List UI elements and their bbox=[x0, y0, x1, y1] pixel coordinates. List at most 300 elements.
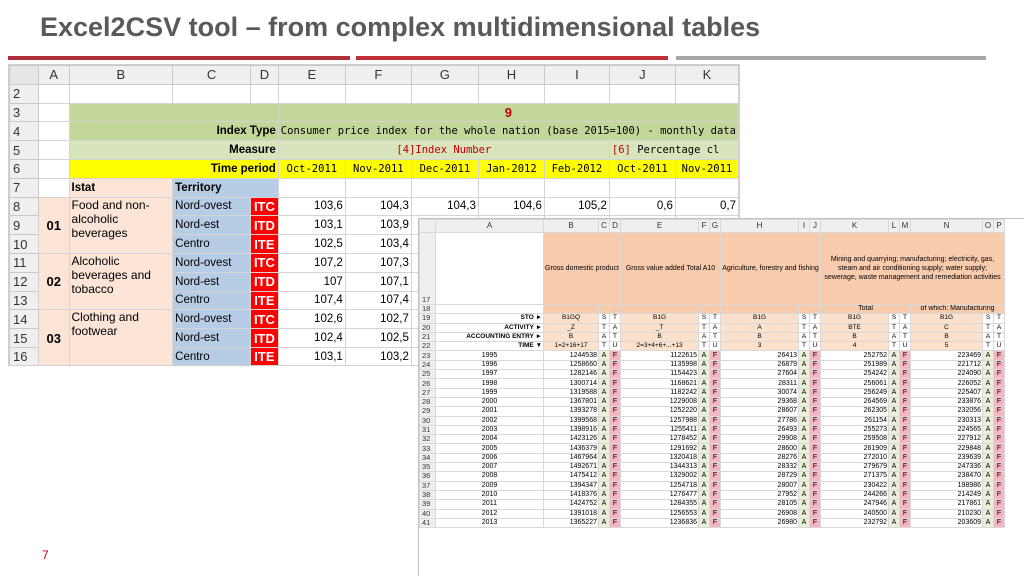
istat-code[interactable]: 02 bbox=[38, 253, 69, 309]
status-flag-header[interactable]: T bbox=[610, 314, 621, 323]
cell[interactable] bbox=[69, 84, 173, 103]
value-cell[interactable]: 227912 bbox=[911, 435, 983, 444]
value-cell[interactable]: 26980 bbox=[721, 518, 799, 527]
flag-a-cell[interactable]: A bbox=[983, 463, 994, 472]
flag-a-cell[interactable]: A bbox=[599, 416, 610, 425]
row-header[interactable]: 28 bbox=[420, 397, 436, 406]
flag-f-cell[interactable]: F bbox=[810, 444, 821, 453]
row-header[interactable]: 33 bbox=[420, 444, 436, 453]
status-flag-header[interactable]: T bbox=[610, 332, 621, 341]
status-flag-header[interactable]: T bbox=[699, 323, 710, 332]
cell[interactable] bbox=[436, 233, 544, 305]
flag-a-cell[interactable]: A bbox=[599, 351, 610, 360]
flag-a-cell[interactable]: A bbox=[983, 435, 994, 444]
flag-f-cell[interactable]: F bbox=[710, 490, 721, 499]
flag-f-cell[interactable]: F bbox=[610, 500, 621, 509]
dimension-code[interactable]: 5 bbox=[911, 342, 983, 351]
flag-f-cell[interactable]: F bbox=[994, 407, 1005, 416]
row-label[interactable]: TIME ▼ bbox=[436, 342, 544, 351]
flag-a-cell[interactable]: A bbox=[799, 435, 810, 444]
flag-a-cell[interactable]: A bbox=[889, 435, 900, 444]
flag-f-cell[interactable]: F bbox=[810, 370, 821, 379]
value-cell[interactable]: 107,3 bbox=[345, 253, 411, 272]
dimension-code[interactable]: B bbox=[621, 332, 699, 341]
flag-a-cell[interactable]: A bbox=[599, 472, 610, 481]
status-flag-header[interactable]: A bbox=[900, 323, 911, 332]
value-cell[interactable]: 107,1 bbox=[345, 272, 411, 291]
cell[interactable] bbox=[675, 84, 738, 103]
status-flag-header[interactable]: S bbox=[799, 314, 810, 323]
flag-f-cell[interactable]: F bbox=[710, 472, 721, 481]
flag-a-cell[interactable]: A bbox=[889, 500, 900, 509]
territory-code[interactable]: ITD bbox=[251, 329, 279, 348]
value-cell[interactable]: 1393278 bbox=[544, 407, 599, 416]
row-header[interactable]: 32 bbox=[420, 435, 436, 444]
flag-f-cell[interactable]: F bbox=[900, 425, 911, 434]
value-cell[interactable]: 102,4 bbox=[278, 329, 345, 348]
flag-f-cell[interactable]: F bbox=[900, 351, 911, 360]
row-header[interactable]: 2 bbox=[10, 84, 39, 103]
value-cell[interactable]: 28105 bbox=[721, 500, 799, 509]
flag-a-cell[interactable]: A bbox=[699, 379, 710, 388]
status-flag-header[interactable]: A bbox=[994, 323, 1005, 332]
flag-a-cell[interactable]: A bbox=[699, 425, 710, 434]
value-cell[interactable]: 1424752 bbox=[544, 500, 599, 509]
value-cell[interactable]: 244266 bbox=[821, 490, 889, 499]
flag-f-cell[interactable]: F bbox=[994, 370, 1005, 379]
flag-a-cell[interactable]: A bbox=[799, 407, 810, 416]
row-header[interactable]: 31 bbox=[420, 425, 436, 434]
flag-a-cell[interactable]: A bbox=[599, 360, 610, 369]
flag-a-cell[interactable]: A bbox=[889, 481, 900, 490]
flag-f-cell[interactable]: F bbox=[610, 416, 621, 425]
flag-a-cell[interactable]: A bbox=[799, 379, 810, 388]
value-cell[interactable]: 107,4 bbox=[278, 291, 345, 310]
column-header[interactable]: J bbox=[810, 220, 821, 233]
status-flag-header[interactable]: T bbox=[994, 332, 1005, 341]
flag-f-cell[interactable]: F bbox=[994, 453, 1005, 462]
status-flag-header[interactable]: T bbox=[710, 314, 721, 323]
value-cell[interactable]: 103,4 bbox=[345, 235, 411, 254]
value-cell[interactable]: 224090 bbox=[911, 370, 983, 379]
row-header[interactable]: 14 bbox=[10, 310, 39, 329]
value-cell[interactable]: 1276477 bbox=[621, 490, 699, 499]
flag-a-cell[interactable]: A bbox=[799, 463, 810, 472]
column-header[interactable]: L bbox=[889, 220, 900, 233]
flag-a-cell[interactable]: A bbox=[699, 407, 710, 416]
flag-f-cell[interactable]: F bbox=[710, 463, 721, 472]
row-header[interactable]: 26 bbox=[420, 379, 436, 388]
flag-a-cell[interactable]: A bbox=[599, 500, 610, 509]
value-cell[interactable]: 1257988 bbox=[621, 416, 699, 425]
column-header[interactable]: N bbox=[911, 220, 983, 233]
dimension-code[interactable]: B bbox=[911, 332, 983, 341]
flag-a-cell[interactable]: A bbox=[983, 379, 994, 388]
flag-a-cell[interactable]: A bbox=[799, 444, 810, 453]
value-cell[interactable]: 27786 bbox=[721, 416, 799, 425]
sheet-corner[interactable] bbox=[10, 66, 39, 85]
cell[interactable] bbox=[38, 178, 69, 197]
value-cell[interactable]: 1367801 bbox=[544, 397, 599, 406]
row-header[interactable]: 17 bbox=[420, 233, 436, 305]
value-cell[interactable]: 103,9 bbox=[345, 216, 411, 235]
flag-a-cell[interactable]: A bbox=[889, 360, 900, 369]
flag-a-cell[interactable]: A bbox=[699, 490, 710, 499]
flag-f-cell[interactable]: F bbox=[994, 518, 1005, 527]
row-header[interactable]: 37 bbox=[420, 481, 436, 490]
period-header[interactable]: Nov-2011 bbox=[345, 159, 411, 178]
istat-code[interactable]: 03 bbox=[38, 310, 69, 366]
value-cell[interactable]: 30074 bbox=[721, 388, 799, 397]
flag-a-cell[interactable]: A bbox=[983, 370, 994, 379]
flag-f-cell[interactable]: F bbox=[610, 351, 621, 360]
status-flag-header[interactable]: T bbox=[599, 342, 610, 351]
flag-f-cell[interactable]: F bbox=[900, 509, 911, 518]
value-cell[interactable]: 0,7 bbox=[675, 197, 738, 216]
row-header[interactable]: 24 bbox=[420, 360, 436, 369]
year-cell[interactable]: 2006 bbox=[436, 453, 544, 462]
value-cell[interactable]: 28729 bbox=[721, 472, 799, 481]
status-flag-header[interactable]: A bbox=[699, 332, 710, 341]
flag-a-cell[interactable]: A bbox=[983, 472, 994, 481]
flag-f-cell[interactable]: F bbox=[710, 407, 721, 416]
value-cell[interactable]: 1423126 bbox=[544, 435, 599, 444]
istat-code[interactable]: 01 bbox=[38, 197, 69, 253]
territory-name[interactable]: Nord-est bbox=[173, 329, 251, 348]
value-cell[interactable]: 1467964 bbox=[544, 453, 599, 462]
value-cell[interactable]: 1254718 bbox=[621, 481, 699, 490]
column-header[interactable]: E bbox=[278, 66, 345, 85]
cell[interactable] bbox=[609, 84, 675, 103]
flag-a-cell[interactable]: A bbox=[889, 407, 900, 416]
column-header[interactable]: E bbox=[621, 220, 699, 233]
value-cell[interactable]: 27604 bbox=[721, 370, 799, 379]
flag-f-cell[interactable]: F bbox=[710, 360, 721, 369]
status-flag-header[interactable]: T bbox=[983, 323, 994, 332]
flag-f-cell[interactable]: F bbox=[810, 416, 821, 425]
flag-f-cell[interactable]: F bbox=[810, 425, 821, 434]
dimension-code[interactable]: B bbox=[544, 332, 599, 341]
cell[interactable] bbox=[38, 84, 69, 103]
row-header[interactable]: 22 bbox=[420, 342, 436, 351]
value-cell[interactable]: 28332 bbox=[721, 463, 799, 472]
flag-a-cell[interactable]: A bbox=[983, 416, 994, 425]
istat-name[interactable]: Food and non-alcoholic beverages bbox=[69, 197, 173, 253]
flag-f-cell[interactable]: F bbox=[994, 472, 1005, 481]
value-cell[interactable]: 1182242 bbox=[621, 388, 699, 397]
flag-f-cell[interactable]: F bbox=[994, 379, 1005, 388]
value-cell[interactable]: 203609 bbox=[911, 518, 983, 527]
cell[interactable] bbox=[251, 84, 279, 103]
flag-f-cell[interactable]: F bbox=[810, 518, 821, 527]
flag-a-cell[interactable]: A bbox=[889, 351, 900, 360]
value-cell[interactable]: 232792 bbox=[821, 518, 889, 527]
column-header[interactable]: P bbox=[994, 220, 1005, 233]
territory-code[interactable]: ITC bbox=[251, 197, 279, 216]
row-header[interactable]: 29 bbox=[420, 407, 436, 416]
dimension-code[interactable]: BTE bbox=[821, 323, 889, 332]
flag-f-cell[interactable]: F bbox=[900, 463, 911, 472]
territory-name[interactable]: Centro bbox=[173, 235, 251, 254]
status-flag-header[interactable]: T bbox=[799, 323, 810, 332]
flag-a-cell[interactable]: A bbox=[889, 379, 900, 388]
value-cell[interactable]: 0,6 bbox=[609, 197, 675, 216]
flag-f-cell[interactable]: F bbox=[710, 388, 721, 397]
value-cell[interactable]: 272010 bbox=[821, 453, 889, 462]
value-cell[interactable]: 1418376 bbox=[544, 490, 599, 499]
flag-f-cell[interactable]: F bbox=[900, 444, 911, 453]
value-cell[interactable]: 230313 bbox=[911, 416, 983, 425]
column-header[interactable]: C bbox=[599, 220, 610, 233]
value-cell[interactable]: 26413 bbox=[721, 351, 799, 360]
column-header[interactable]: G bbox=[411, 66, 478, 85]
flag-f-cell[interactable]: F bbox=[810, 509, 821, 518]
column-header[interactable]: A bbox=[38, 66, 69, 85]
value-cell[interactable]: 1229008 bbox=[621, 397, 699, 406]
dimension-code[interactable]: B1G bbox=[911, 314, 983, 323]
cell[interactable] bbox=[345, 84, 411, 103]
flag-f-cell[interactable]: F bbox=[900, 388, 911, 397]
flag-a-cell[interactable]: A bbox=[699, 463, 710, 472]
index-type-value[interactable]: Consumer price index for the whole nation (base 2015=100) - monthly data bbox=[278, 122, 738, 141]
status-flag-header[interactable]: S bbox=[699, 314, 710, 323]
flag-a-cell[interactable]: A bbox=[599, 388, 610, 397]
value-cell[interactable]: 255273 bbox=[821, 425, 889, 434]
year-cell[interactable]: 2010 bbox=[436, 490, 544, 499]
value-cell[interactable]: 1236836 bbox=[621, 518, 699, 527]
territory-name[interactable]: Nord-ovest bbox=[173, 197, 251, 216]
cell[interactable] bbox=[173, 84, 251, 103]
header-fill[interactable] bbox=[610, 305, 621, 314]
value-cell[interactable]: 256249 bbox=[821, 388, 889, 397]
measure-label[interactable]: Measure bbox=[69, 141, 278, 160]
flag-a-cell[interactable]: A bbox=[983, 453, 994, 462]
row-header[interactable]: 38 bbox=[420, 490, 436, 499]
flag-a-cell[interactable]: A bbox=[983, 444, 994, 453]
value-cell[interactable]: 29368 bbox=[721, 397, 799, 406]
flag-f-cell[interactable]: F bbox=[810, 407, 821, 416]
flag-f-cell[interactable]: F bbox=[994, 444, 1005, 453]
flag-a-cell[interactable]: A bbox=[983, 518, 994, 527]
cell[interactable] bbox=[544, 178, 609, 197]
flag-f-cell[interactable]: F bbox=[810, 472, 821, 481]
status-flag-header[interactable]: A bbox=[710, 323, 721, 332]
cell[interactable] bbox=[478, 178, 544, 197]
row-header[interactable]: 15 bbox=[10, 329, 39, 348]
flag-a-cell[interactable]: A bbox=[699, 481, 710, 490]
status-flag-header[interactable]: A bbox=[599, 332, 610, 341]
flag-a-cell[interactable]: A bbox=[889, 463, 900, 472]
value-cell[interactable]: 107,2 bbox=[278, 253, 345, 272]
cell[interactable] bbox=[278, 84, 345, 103]
value-cell[interactable]: 27952 bbox=[721, 490, 799, 499]
measure-2-cell[interactable] bbox=[609, 141, 738, 160]
flag-f-cell[interactable]: F bbox=[994, 500, 1005, 509]
flag-f-cell[interactable]: F bbox=[900, 407, 911, 416]
value-cell[interactable]: 28607 bbox=[721, 407, 799, 416]
row-header[interactable]: 20 bbox=[420, 323, 436, 332]
value-cell[interactable]: 1475412 bbox=[544, 472, 599, 481]
flag-a-cell[interactable]: A bbox=[889, 388, 900, 397]
flag-a-cell[interactable]: A bbox=[983, 351, 994, 360]
column-header[interactable]: C bbox=[173, 66, 251, 85]
row-label[interactable]: STO ► bbox=[436, 314, 544, 323]
value-cell[interactable]: 224565 bbox=[911, 425, 983, 434]
territory-code[interactable]: ITC bbox=[251, 253, 279, 272]
value-cell[interactable]: 239639 bbox=[911, 453, 983, 462]
cell[interactable] bbox=[478, 84, 544, 103]
status-flag-header[interactable]: T bbox=[810, 314, 821, 323]
row-header[interactable]: 23 bbox=[420, 351, 436, 360]
flag-a-cell[interactable]: A bbox=[599, 425, 610, 434]
flag-a-cell[interactable]: A bbox=[799, 351, 810, 360]
flag-a-cell[interactable]: A bbox=[889, 490, 900, 499]
column-header[interactable]: K bbox=[675, 66, 738, 85]
flag-a-cell[interactable]: A bbox=[599, 379, 610, 388]
flag-a-cell[interactable]: A bbox=[983, 481, 994, 490]
column-header[interactable]: I bbox=[799, 220, 810, 233]
year-cell[interactable]: 2002 bbox=[436, 416, 544, 425]
value-cell[interactable]: 1398916 bbox=[544, 425, 599, 434]
year-cell[interactable]: 2003 bbox=[436, 425, 544, 434]
column-header[interactable]: F bbox=[699, 220, 710, 233]
value-cell[interactable]: 254242 bbox=[821, 370, 889, 379]
flag-a-cell[interactable]: A bbox=[699, 444, 710, 453]
flag-a-cell[interactable]: A bbox=[983, 397, 994, 406]
flag-f-cell[interactable]: F bbox=[710, 379, 721, 388]
value-cell[interactable]: 1256553 bbox=[621, 509, 699, 518]
cell[interactable] bbox=[38, 141, 69, 160]
value-cell[interactable]: 104,3 bbox=[345, 197, 411, 216]
header-agriculture[interactable]: Agriculture, forestry and fishing bbox=[721, 233, 821, 305]
flag-a-cell[interactable]: A bbox=[889, 416, 900, 425]
dimension-code[interactable]: _T bbox=[621, 323, 699, 332]
cell[interactable] bbox=[38, 122, 69, 141]
row-header[interactable]: 12 bbox=[10, 272, 39, 291]
year-cell[interactable]: 2005 bbox=[436, 444, 544, 453]
row-header[interactable]: 18 bbox=[420, 305, 436, 314]
header-fill[interactable] bbox=[810, 305, 821, 314]
flag-a-cell[interactable]: A bbox=[799, 500, 810, 509]
territory-code[interactable]: ITE bbox=[251, 235, 279, 254]
flag-a-cell[interactable]: A bbox=[889, 444, 900, 453]
flag-f-cell[interactable]: F bbox=[810, 379, 821, 388]
status-flag-header[interactable]: A bbox=[799, 332, 810, 341]
flag-a-cell[interactable]: A bbox=[889, 518, 900, 527]
row-header[interactable]: 21 bbox=[420, 332, 436, 341]
value-cell[interactable]: 252752 bbox=[821, 351, 889, 360]
measure-1-cell[interactable] bbox=[278, 141, 609, 160]
flag-f-cell[interactable]: F bbox=[900, 490, 911, 499]
territory-name[interactable]: Centro bbox=[173, 291, 251, 310]
value-cell[interactable]: 1436379 bbox=[544, 444, 599, 453]
value-cell[interactable]: 226052 bbox=[911, 379, 983, 388]
cell[interactable] bbox=[609, 178, 675, 197]
flag-f-cell[interactable]: F bbox=[710, 481, 721, 490]
column-header[interactable]: O bbox=[983, 220, 994, 233]
row-header[interactable]: 8 bbox=[10, 197, 39, 216]
flag-a-cell[interactable]: A bbox=[983, 490, 994, 499]
value-cell[interactable]: 103,6 bbox=[278, 197, 345, 216]
year-cell[interactable]: 2011 bbox=[436, 500, 544, 509]
flag-f-cell[interactable]: F bbox=[610, 453, 621, 462]
value-cell[interactable]: 103,1 bbox=[278, 216, 345, 235]
year-cell[interactable]: 2013 bbox=[436, 518, 544, 527]
period-header[interactable]: Jan-2012 bbox=[478, 159, 544, 178]
status-flag-header[interactable]: S bbox=[983, 314, 994, 323]
flag-f-cell[interactable]: F bbox=[994, 416, 1005, 425]
column-header[interactable]: G bbox=[710, 220, 721, 233]
flag-f-cell[interactable]: F bbox=[610, 425, 621, 434]
value-cell[interactable]: 1282146 bbox=[544, 370, 599, 379]
status-flag-header[interactable]: T bbox=[900, 332, 911, 341]
flag-a-cell[interactable]: A bbox=[983, 407, 994, 416]
value-cell[interactable]: 28311 bbox=[721, 379, 799, 388]
year-cell[interactable]: 1999 bbox=[436, 388, 544, 397]
value-cell[interactable]: 104,6 bbox=[478, 197, 544, 216]
value-cell[interactable]: 210230 bbox=[911, 509, 983, 518]
row-header[interactable]: 16 bbox=[10, 347, 39, 366]
flag-f-cell[interactable]: F bbox=[710, 518, 721, 527]
header-mining[interactable]: Mining and quarrying; manufacturing; electricity, gas, steam and air conditioning supply; water supply; sewerage, waste management and remediation activities bbox=[821, 233, 1005, 305]
flag-a-cell[interactable]: A bbox=[699, 518, 710, 527]
flag-f-cell[interactable]: F bbox=[900, 435, 911, 444]
value-cell[interactable]: 102,5 bbox=[345, 329, 411, 348]
value-cell[interactable]: 1391018 bbox=[544, 509, 599, 518]
flag-f-cell[interactable]: F bbox=[710, 397, 721, 406]
flag-a-cell[interactable]: A bbox=[983, 509, 994, 518]
time-period-label[interactable]: Time period bbox=[69, 159, 278, 178]
value-cell[interactable]: 1168621 bbox=[621, 379, 699, 388]
territory-code[interactable]: ITD bbox=[251, 272, 279, 291]
year-cell[interactable]: 1997 bbox=[436, 370, 544, 379]
flag-f-cell[interactable]: F bbox=[810, 463, 821, 472]
column-header[interactable]: J bbox=[609, 66, 675, 85]
flag-f-cell[interactable]: F bbox=[900, 518, 911, 527]
dimension-code[interactable]: A bbox=[721, 323, 799, 332]
row-header[interactable]: 35 bbox=[420, 463, 436, 472]
dimension-code[interactable]: B bbox=[821, 332, 889, 341]
header-fill[interactable] bbox=[599, 305, 610, 314]
value-cell[interactable]: 230422 bbox=[821, 481, 889, 490]
value-cell[interactable]: 262305 bbox=[821, 407, 889, 416]
value-cell[interactable]: 271375 bbox=[821, 472, 889, 481]
flag-a-cell[interactable]: A bbox=[799, 472, 810, 481]
flag-f-cell[interactable]: F bbox=[610, 379, 621, 388]
value-cell[interactable]: 1244538 bbox=[544, 351, 599, 360]
value-cell[interactable]: 29908 bbox=[721, 435, 799, 444]
year-cell[interactable]: 2000 bbox=[436, 397, 544, 406]
flag-a-cell[interactable]: A bbox=[799, 370, 810, 379]
period-header[interactable]: Dec-2011 bbox=[411, 159, 478, 178]
flag-a-cell[interactable]: A bbox=[799, 518, 810, 527]
column-header[interactable]: B bbox=[69, 66, 173, 85]
flag-a-cell[interactable]: A bbox=[799, 416, 810, 425]
value-cell[interactable]: 261909 bbox=[821, 444, 889, 453]
row-header[interactable]: 7 bbox=[10, 178, 39, 197]
territory-name[interactable]: Nord-est bbox=[173, 216, 251, 235]
flag-a-cell[interactable]: A bbox=[699, 360, 710, 369]
value-cell[interactable]: 1300714 bbox=[544, 379, 599, 388]
row-header[interactable]: 25 bbox=[420, 370, 436, 379]
status-flag-header[interactable]: T bbox=[889, 342, 900, 351]
value-cell[interactable]: 247946 bbox=[821, 500, 889, 509]
value-cell[interactable]: 26908 bbox=[721, 509, 799, 518]
flag-f-cell[interactable]: F bbox=[994, 463, 1005, 472]
value-cell[interactable]: 1252220 bbox=[621, 407, 699, 416]
status-flag-header[interactable]: U bbox=[710, 342, 721, 351]
column-header[interactable]: A bbox=[436, 220, 544, 233]
